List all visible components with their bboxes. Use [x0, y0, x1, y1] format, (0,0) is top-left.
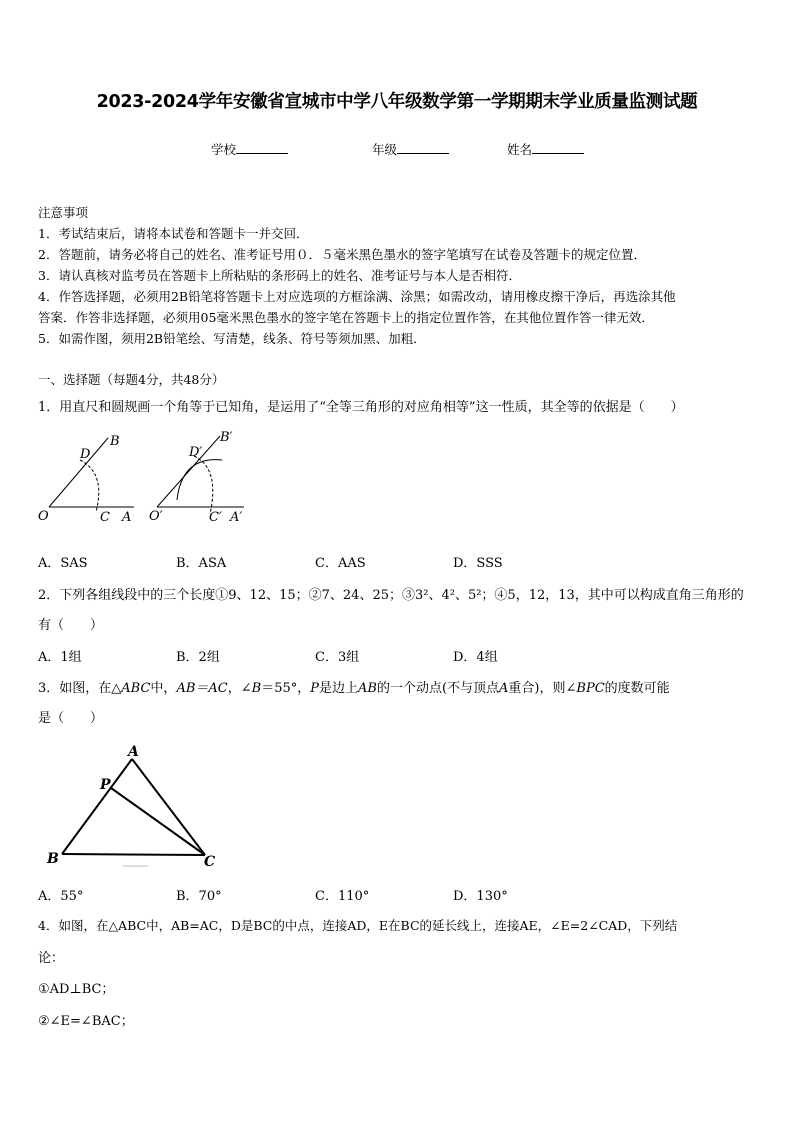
q3-text: 的度数可能 — [604, 681, 670, 696]
q1-figure — [34, 428, 264, 526]
grade-field — [372, 140, 449, 158]
q2-stem-line1: 2．下列各组线段中的三个长度①9、12、15；②7、24、25；③3²、4²、5²；④5，12，13，其中可以构成直角三角形的 — [38, 588, 744, 603]
label-c: C — [204, 854, 216, 870]
q3-text: 的一个动点(不与顶点 — [376, 681, 500, 696]
q3-option-a[interactable]: A．55° — [38, 889, 84, 904]
q1-option-a[interactable]: A．SAS — [38, 556, 88, 571]
q3-math: B — [251, 681, 262, 696]
label-a-prime: A′ — [230, 510, 243, 525]
label-b-prime: B′ — [220, 430, 233, 445]
q3-math: P — [310, 681, 319, 696]
page-title: 2023-2024学年安徽省宣城市中学八年级数学第一学期期末学业质量监测试题 — [96, 92, 698, 112]
note-item: 答案．作答非选择题，必须用05毫米黑色墨水的签字笔在答题卡上的指定位置作答，在其他位置作答一律无效． — [38, 310, 654, 325]
q3-text: ＝55°， — [261, 681, 311, 696]
q2-option-b[interactable]: B．2组 — [176, 650, 220, 665]
q3-option-b[interactable]: B．70° — [176, 889, 222, 904]
label-d-prime: D′ — [189, 445, 203, 460]
q3-text: 重合)，则∠ — [508, 681, 577, 696]
q3-option-c[interactable]: C．110° — [315, 889, 370, 904]
segment-pc — [111, 788, 205, 855]
school-label: 学校 — [211, 142, 237, 157]
note-item: 2．答题前，请务必将自己的姓名、准考证号用０．５毫米黑色墨水的签字笔填写在试卷及答题卡的规定位置． — [38, 247, 646, 262]
note-item: 3．请认真核对监考员在答题卡上所粘贴的条形码上的姓名、准考证号与本人是否相符． — [38, 268, 521, 283]
q2-option-a[interactable]: A．1组 — [38, 650, 82, 665]
section-heading: 一、选择题（每题4分，共48分） — [38, 372, 225, 387]
q3-math: AB — [358, 681, 377, 696]
note-item: 5．如需作图，须用2B铅笔绘、写清楚，线条、符号等须加黑、加粗． — [38, 331, 426, 346]
q4-stem-line2: 论： — [38, 951, 65, 966]
label-c: C — [100, 510, 110, 525]
label-p: P — [100, 777, 111, 793]
label-a: A — [122, 510, 132, 525]
label-b: B — [110, 434, 120, 449]
grade-label: 年级 — [372, 142, 398, 157]
school-field — [211, 140, 288, 158]
q3-math: A — [499, 681, 509, 696]
q3-text: 中， — [150, 681, 177, 696]
arc-large — [177, 460, 222, 500]
q1-stem: 1．用直尺和圆规画一个角等于已知角，是运用了“全等三角形的对应角相等”这一性质，其全等的依据是（ ） — [38, 400, 684, 415]
q3-text: 3．如图，在△ — [38, 681, 122, 696]
side-ab — [62, 759, 132, 854]
name-field — [507, 140, 584, 158]
label-b: B — [47, 851, 59, 867]
note-item: 1．考试结束后，请将本试卷和答题卡一并交回． — [38, 226, 309, 241]
label-a: A — [128, 744, 139, 760]
q2-option-c[interactable]: C．3组 — [315, 650, 360, 665]
q2-option-d[interactable]: D．4组 — [453, 650, 498, 665]
q3-math: ABC — [121, 681, 151, 696]
label-o-prime: O′ — [149, 509, 163, 524]
q3-figure — [40, 742, 225, 872]
q4-stem-line1: 4．如图，在△ABC中，AB=AC，D是BC的中点，连接AD，E在BC的延长线上，连接AE，∠E=2∠CAD，下列结 — [38, 918, 678, 933]
q3-text: 是边上 — [318, 681, 358, 696]
q3-stem-line2: 是（ ） — [38, 711, 104, 726]
label-o: O — [38, 509, 49, 524]
arc-c2d2 — [194, 456, 213, 514]
q3-stem-line1 — [38, 677, 670, 696]
ray-ob — [49, 438, 108, 507]
q3-text: ，∠ — [227, 681, 252, 696]
name-label: 姓名 — [507, 142, 533, 157]
grade-blank[interactable] — [397, 141, 449, 154]
side-ac — [132, 759, 205, 855]
side-bc — [62, 854, 205, 855]
q1-option-d[interactable]: D．SSS — [453, 556, 503, 571]
label-d: D — [80, 447, 91, 462]
label-c-prime: C′ — [209, 510, 222, 525]
name-blank[interactable] — [532, 141, 584, 154]
q1-option-b[interactable]: B．ASA — [176, 556, 227, 571]
q4-conclusion-2: ②∠E=∠BAC； — [38, 1014, 134, 1029]
school-blank[interactable] — [236, 141, 288, 154]
q2-stem-line2: 有（ ） — [38, 618, 104, 633]
q4-conclusion-1: ①AD⊥BC； — [38, 982, 115, 997]
q3-math: BPC — [576, 681, 605, 696]
notes-heading: 注意事项 — [38, 205, 89, 220]
q3-math: AB＝AC — [176, 681, 228, 696]
q1-option-c[interactable]: C．AAS — [315, 556, 366, 571]
note-item: 4．作答选择题，必须用2B铅笔将答题卡上对应选项的方框涂满、涂黑；如需改动，请用橡皮擦干净后，再选涂其他 — [38, 289, 676, 304]
q3-option-d[interactable]: D．130° — [453, 889, 508, 904]
